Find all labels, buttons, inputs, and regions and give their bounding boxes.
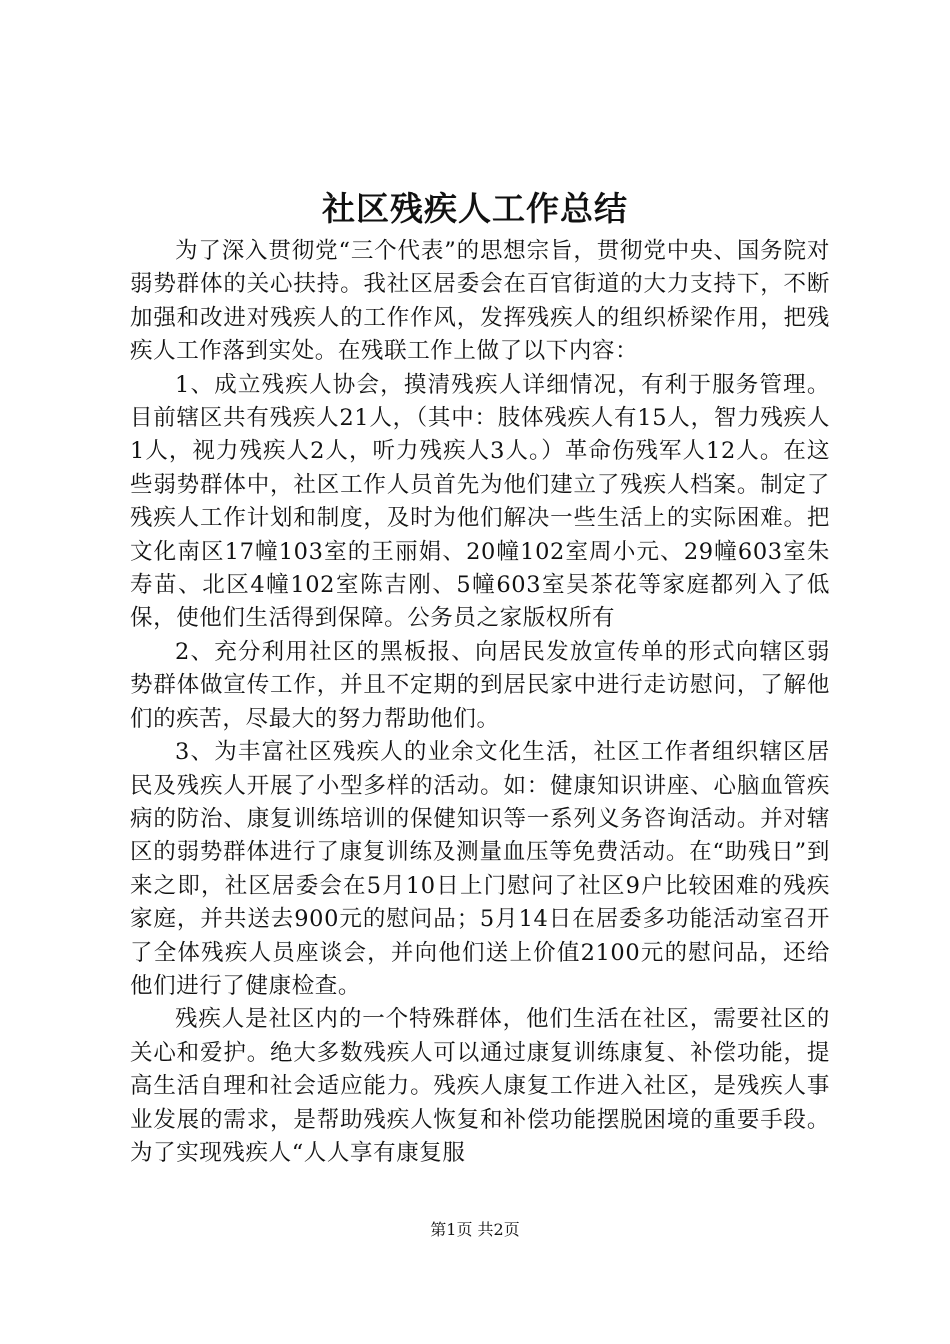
paragraph-item-3: 3、为丰富社区残疾人的业余文化生活，社区工作者组织辖区居民及残疾人开展了小型多样的活动。如：健康知识讲座、心脑血管疾病的防治、康复训练培训的保健知识等一系列义务咨询活动。并对辖区的弱势群体进行了康复训练及测量血压等免费活动。在“助残日”到来之即，社区居委会在5月10日上门慰问了社区9户比较困难的残疾家庭，并共送去900元的慰问品；5月14日在居委多功能活动室召开了全体残疾人员座谈会，并向他们送上价值2100元的慰问品，还给他们进行了健康检查。 [130,739,830,999]
paragraph-item-2: 2、充分利用社区的黑板报、向居民发放宣传单的形式向辖区弱势群体做宣传工作，并且不定期的到居民家中进行走访慰问，了解他们的疾苦，尽最大的努力帮助他们。 [130,638,830,732]
page-footer: 第1页 共2页 [430,1220,520,1239]
paragraph-intro: 为了深入贯彻党“三个代表”的思想宗旨，贯彻党中央、国务院对弱势群体的关心扶持。我社区居委会在百官街道的大力支持下，不断加强和改进对残疾人的工作作风，发挥残疾人的组织桥梁作用，把残疾人工作落到实处。在残联工作上做了以下内容： [130,238,830,365]
paragraph-summary: 残疾人是社区内的一个特殊群体，他们生活在社区，需要社区的关心和爱护。绝大多数残疾人可以通过康复训练康复、补偿功能，提高生活自理和社会适应能力。残疾人康复工作进入社区，是残疾人事业发展的需求，是帮助残疾人恢复和补偿功能摆脱困境的重要手段。为了实现残疾人“人人享有康复服 [130,1006,830,1166]
document-title: 社区残疾人工作总结 [322,189,628,228]
paragraph-item-1: 1、成立残疾人协会，摸清残疾人详细情况，有利于服务管理。目前辖区共有残疾人21人，（其中：肢体残疾人有15人，智力残疾人1人，视力残疾人2人，听力残疾人3人。）革命伤残军人12人。在这些弱势群体中，社区工作人员首先为他们建立了残疾人档案。制定了残疾人工作计划和制度，及时为他们解决一些生活上的实际困难。把文化南区17幢103室的王丽娟、20幢102室周小元、29幢603室朱寿苗、北区4幢102室陈吉刚、5幢603室吴茶花等家庭都列入了低保，使他们生活得到保障。公务员之家版权所有 [130,371,830,632]
document-body [130,235,830,1170]
